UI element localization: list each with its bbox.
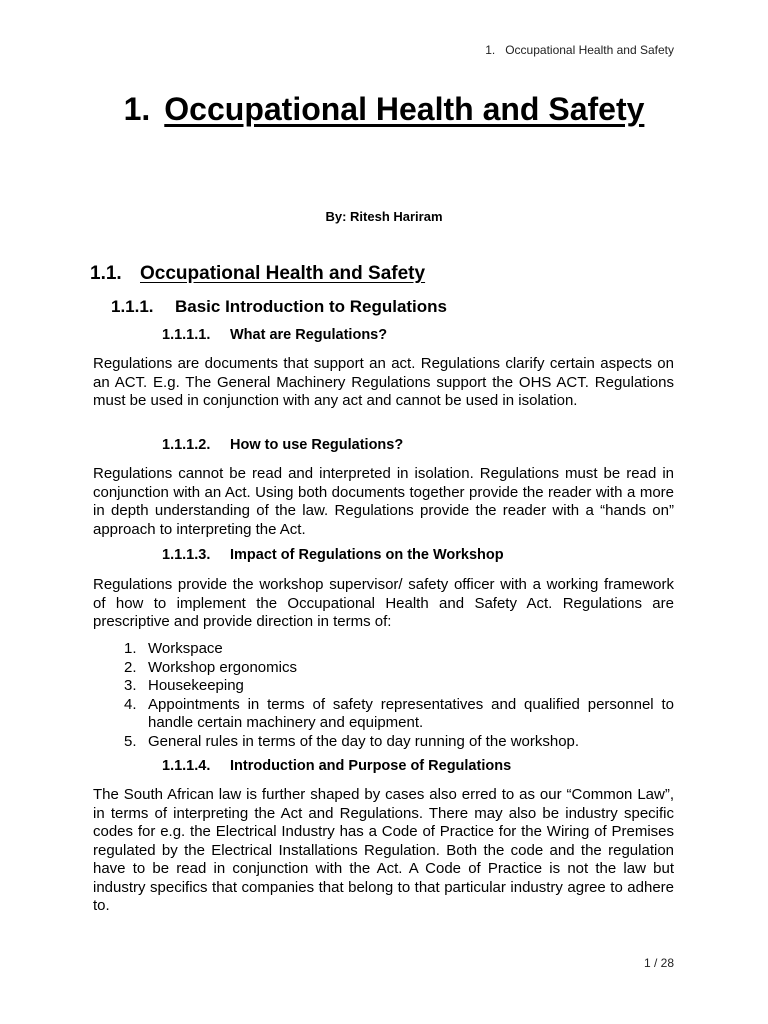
section-heading (90, 263, 425, 285)
list-item-text: Workshop ergonomics (148, 658, 297, 676)
subsection-number: 1.1.1. (111, 297, 154, 316)
author-line: By: Ritesh Hariram (325, 209, 443, 224)
list-item (124, 640, 674, 659)
regulations-direction-list (124, 640, 674, 751)
list-item-text: Housekeeping (148, 677, 244, 694)
topic-number: 1.1.1.2. (162, 437, 211, 453)
list-item-text: Workspace (148, 640, 223, 657)
topic-number: 1.1.1.4. (162, 758, 211, 774)
running-header (485, 43, 674, 57)
document-title-number: 1. (123, 91, 151, 127)
running-header-number: 1. (485, 43, 496, 57)
document-title-text: Occupational Health and Safety (164, 91, 645, 127)
topic-heading-what-are-regulations (162, 327, 387, 343)
list-item-marker: 1. (124, 640, 137, 657)
topic-heading-how-to-use-regulations (162, 437, 403, 453)
list-item (124, 733, 674, 752)
document-title (94, 88, 674, 130)
page-indicator: 1 / 28 (643, 956, 674, 970)
topic-heading-introduction-and-purpose (162, 758, 511, 774)
list-item (124, 677, 674, 696)
list-item-marker: 3. (124, 677, 137, 694)
topic-title: Impact of Regulations on the Workshop (230, 547, 504, 563)
topic-heading-impact-of-regulations (162, 547, 504, 563)
topic-title: How to use Regulations? (230, 437, 404, 453)
running-header-title: Occupational Health and Safety (505, 43, 674, 57)
topic-number: 1.1.1.3. (162, 547, 211, 563)
section-title: Occupational Health and Safety (140, 263, 426, 284)
topic-number: 1.1.1.1. (162, 327, 211, 343)
list-item-marker: 5. (124, 732, 137, 750)
subsection-heading (111, 297, 447, 317)
section-number: 1.1. (90, 263, 122, 284)
list-item-text: General rules in terms of the day to day running of the workshop. (148, 732, 580, 750)
paragraph-introduction-and-purpose: The South African law is further shaped by cases also erred to as our “Common Law”, in terms of interpreting the Act and Regulations. There may also be industry specific codes for e.g. the Electrical Industry has a Code of Practice for the Wiring of Premises regulated by the Electrical Installations Regulation. Both the code and the regulation have to be read in conjunction with the Act. A Code of Practice is not the law but industry specifics that companies that belong to that particular industry agree to adhere to. (93, 786, 674, 914)
paragraph-impact-of-regulations: Regulations provide the workshop supervisor/ safety officer with a working framework of how to implement the Occupational Health and Safety Act. Regulations are prescriptive and provide direction in terms of: (93, 576, 674, 630)
list-item (124, 659, 674, 678)
subsection-title: Basic Introduction to Regulations (175, 297, 448, 316)
paragraph-how-to-use-regulations: Regulations cannot be read and interpreted in isolation. Regulations must be read in conjunction with an Act. Using both documents together provide the reader with a more in depth understanding of the law. Regulations provide the reader with a “hands on” approach to interpreting the Act. (93, 465, 674, 538)
list-item-marker: 2. (124, 658, 137, 676)
paragraph-what-are-regulations: Regulations are documents that support an act. Regulations clarify certain aspects on an ACT. E.g. The General Machinery Regulations support the OHS ACT. Regulations must be used in conjunction with any act and cannot be used in isolation. (93, 355, 674, 409)
list-item-text: Appointments in terms of safety representatives and qualified personnel to handle certain machinery and equipment. (148, 695, 674, 731)
list-item (124, 696, 674, 733)
topic-title: Introduction and Purpose of Regulations (230, 758, 512, 774)
topic-title: What are Regulations? (230, 327, 388, 343)
list-item-marker: 4. (124, 695, 137, 713)
